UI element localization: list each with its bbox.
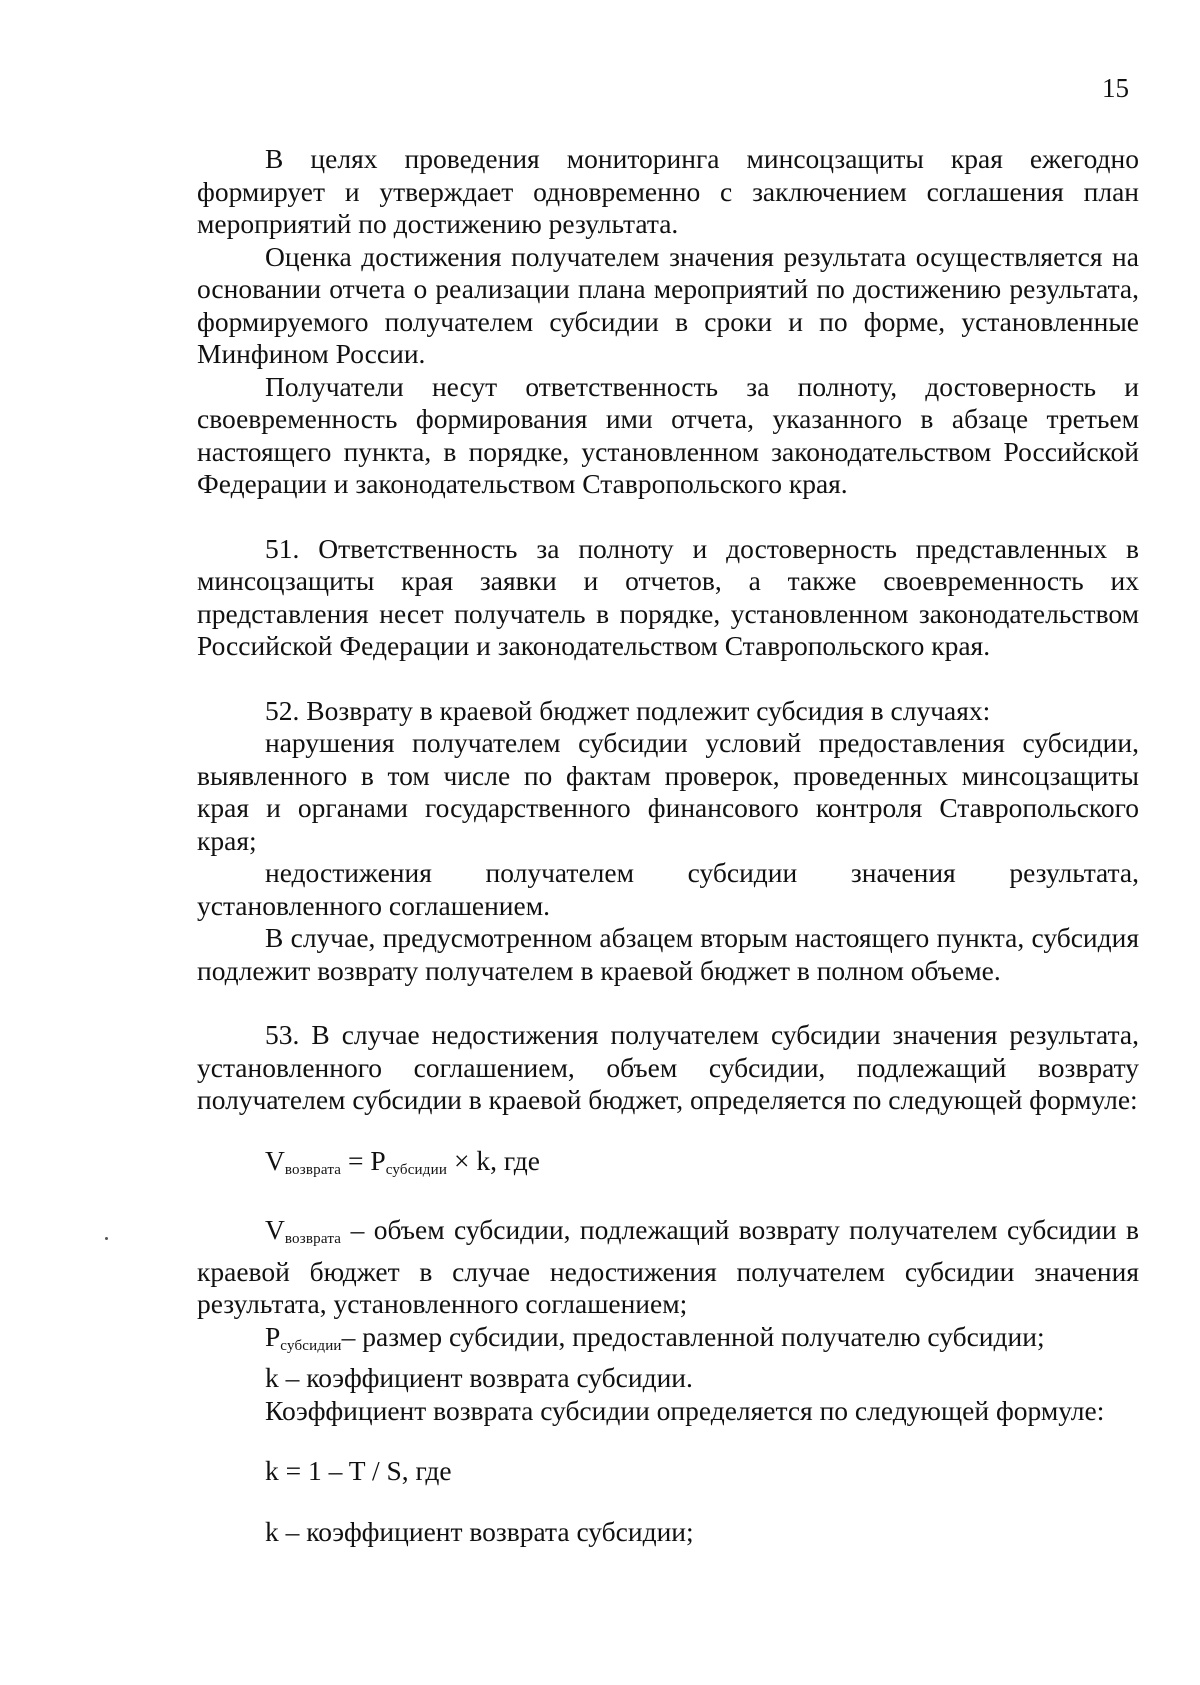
definition-p-symbol: P (265, 1320, 281, 1352)
definition-k: k – коэффициент возврата субсидии. (265, 1362, 693, 1393)
formula-equals: = (341, 1144, 371, 1176)
definition-v-subscript: возврата (284, 1231, 342, 1247)
formula-return-volume (197, 1145, 1139, 1187)
formula-rest: × k, где (447, 1144, 540, 1176)
definition-p-text: – размер субсидии, предоставленной получателю субсидии; (341, 1320, 1045, 1352)
definition-k-repeat: k – коэффициент возврата субсидии; (265, 1515, 694, 1547)
page-number: 15 (1102, 73, 1129, 103)
formula-v-symbol: V (265, 1144, 285, 1176)
definition-p-subsidy (197, 1321, 1139, 1363)
paragraph-monitoring: В целях проведения мониторинга минсоцзащиты края ежегодно формирует и утверждает одновременно с заключением соглашения план мероприятий по достижению результата. (197, 143, 1139, 239)
document-body (197, 143, 1139, 1548)
formula-p-subscript: субсидии (385, 1161, 448, 1178)
definition-v-return (197, 1214, 1139, 1321)
clause-51: 51. Ответственность за полноту и достоверность представленных в минсоцзащиты края заявки и отчетов, а также своевременность их представления несет получатель в порядке, установленном законодательством Российской Федерации и законодательством Ставропольского края. (197, 532, 1139, 661)
formula-v-subscript: возврата (284, 1161, 342, 1178)
definition-v-text: – объем субсидии, подлежащий возврату получателем субсидии в краевой бюджет в случае недостижения получателем субсидии значения результата, установленного соглашением; (197, 1214, 1140, 1319)
clause-53: 53. В случае недостижения получателем субсидии значения результата, установленного соглашением, объем субсидии, подлежащий возврату получателем субсидии в краевой бюджет, определяется по следующей формуле: (197, 1019, 1139, 1115)
scan-speck (105, 1237, 108, 1240)
coefficient-intro: Коэффициент возврата субсидии определяется по следующей формуле: (265, 1394, 1105, 1426)
paragraph-evaluation: Оценка достижения получателем значения результата осуществляется на основании отчета о реализации плана мероприятий по достижению результата, формируемого получателем субсидии в сроки и по форме, установленные Минфином России. (197, 240, 1139, 369)
clause-52-full-return: В случае, предусмотренном абзацем вторым настоящего пункта, субсидия подлежит возврату получателем в краевой бюджет в полном объеме. (197, 922, 1139, 986)
clause-52: 52. Возврату в краевой бюджет подлежит субсидия в случаях: (265, 694, 991, 726)
clause-52-case-nonachievement: недостижения получателем субсидии значения результата, установленного соглашением. (197, 857, 1139, 921)
definition-v-symbol: V (265, 1214, 285, 1245)
paragraph-responsibility: Получатели несут ответственность за полноту, достоверность и своевременность формирования ими отчета, указанного в абзаце третьем настоящего пункта, в порядке, установленном законодательством Российской Федерации и законодательством Ставропольского края. (197, 370, 1139, 499)
formula-p-symbol: P (370, 1144, 386, 1176)
definition-p-subscript: субсидии (280, 1337, 342, 1354)
clause-52-case-violation: нарушения получателем субсидии условий предоставления субсидии, выявленного в том числе по фактам проверок, проведенных минсоцзащиты края и органами государственного финансового контроля Ставропольского края; (197, 727, 1139, 856)
formula-coefficient: k = 1 – T / S, где (265, 1455, 452, 1486)
